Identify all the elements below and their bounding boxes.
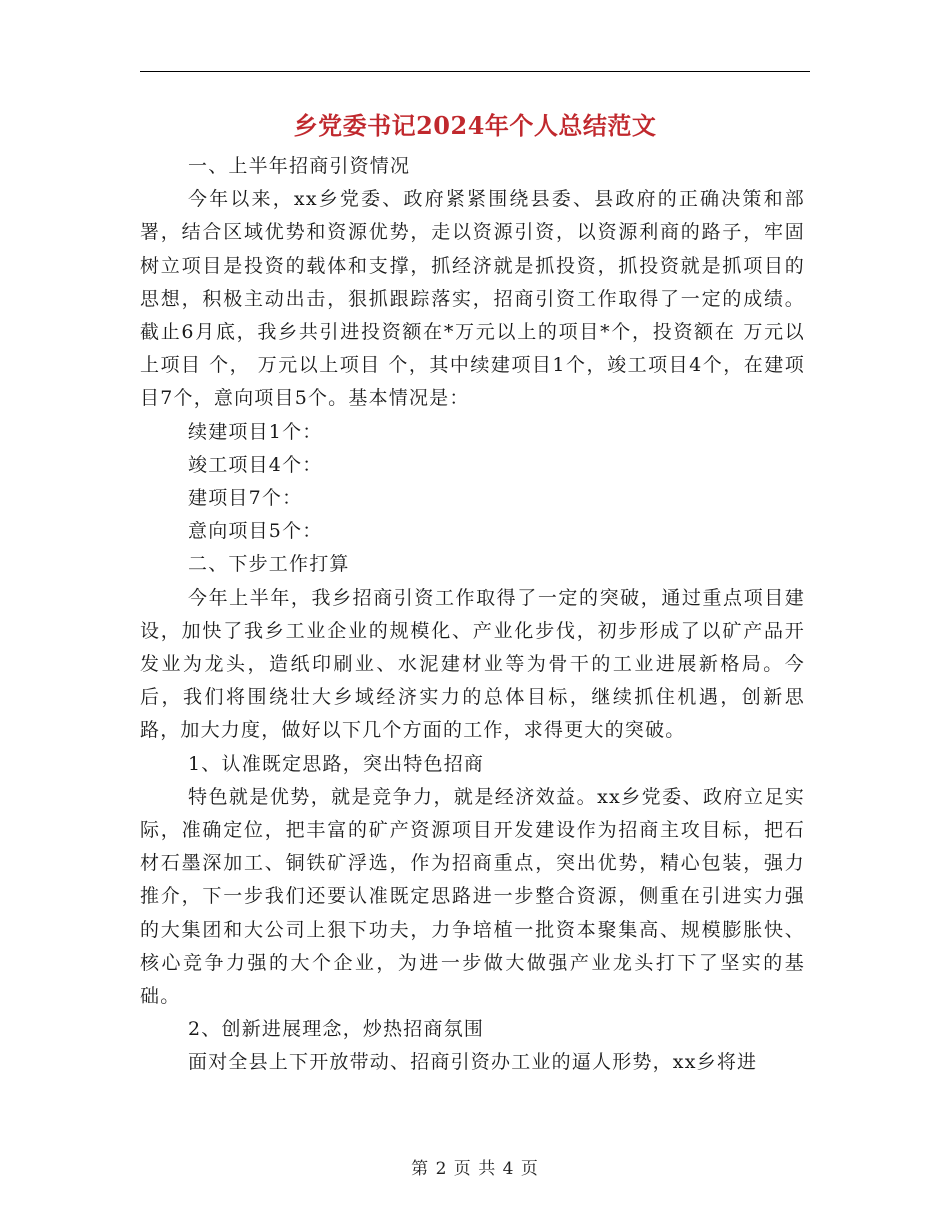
paragraph: 特色就是优势，就是竞争力，就是经济效益。xx乡党委、政府立足实际，准确定位，把丰富的矿产资源项目开发建设作为招商主攻目标，把石材石墨深加工、铜铁矿浮选，作为招商重点，突出优势，精心包装，强力推介，下一步我们还要认准既定思路进一步整合资源，侧重在引进实力强的大集团和大公司上狠下功夫，力争培植一批资本聚集高、规模膨胀快、核心竞争力强的大个企业，为进一步做大做强产业龙头打下了坚实的基础。	[140, 785, 805, 1008]
page-indicator: 第 2 页 共 4 页	[411, 1159, 539, 1179]
section-heading-2: 二、下步工作打算	[188, 553, 350, 576]
document-body	[140, 150, 805, 1080]
header-rule	[140, 71, 810, 72]
document-title: 乡党委书记2024年个人总结范文	[293, 111, 657, 140]
list-item: 续建项目1个：	[188, 420, 323, 443]
paragraph: 面对全县上下开放带动、招商引资办工业的逼人形势，xx乡将进	[188, 1051, 758, 1074]
paragraph: 今年以来，xx乡党委、政府紧紧围绕县委、县政府的正确决策和部署，结合区域优势和资源优势，走以资源引资，以资源利商的路子，牢固树立项目是投资的载体和支撑，抓经济就是抓投资，抓投资就是抓项目的思想，积极主动出击，狠抓跟踪落实，招商引资工作取得了一定的成绩。截止6月底，我乡共引进投资额在*万元以上的项目*个，投资额在 万元以上项目 个， 万元以上项目 个，其中续建项目1个，竣工项目4个，在建项目7个，意向项目5个。基本情况是：	[140, 188, 805, 410]
paragraph: 今年上半年，我乡招商引资工作取得了一定的突破，通过重点项目建设，加快了我乡工业企业的规模化、产业化步伐，初步形成了以矿产品开发业为龙头，造纸印刷业、水泥建材业等为骨干的工业进展新格局。今后，我们将围绕壮大乡域经济实力的总体目标，继续抓住机遇，创新思路，加大力度，做好以下几个方面的工作，求得更大的突破。	[140, 586, 805, 742]
list-item: 建项目7个：	[188, 487, 303, 510]
subsection-heading-2: 2、创新进展理念，炒热招商氛围	[188, 1018, 485, 1041]
section-heading-1: 一、上半年招商引资情况	[188, 155, 411, 177]
list-item: 意向项目5个：	[188, 520, 323, 543]
subsection-heading-1: 1、认准既定思路，突出特色招商	[188, 752, 485, 775]
list-item: 竣工项目4个：	[188, 453, 323, 476]
